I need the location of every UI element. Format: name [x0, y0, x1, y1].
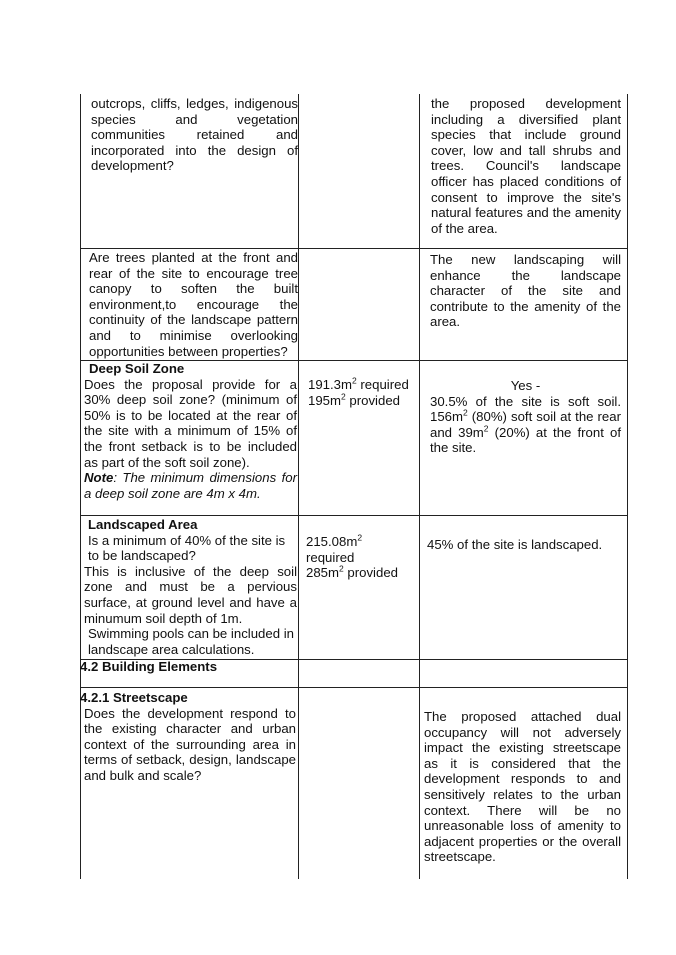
- provided-sup: 2: [341, 391, 346, 402]
- streetscape-criteria: [80, 690, 296, 784]
- note-label: Note: [84, 470, 114, 486]
- row-divider: [80, 687, 628, 688]
- table-right-border: [627, 94, 628, 879]
- streetscape-heading: 4.2.1 Streetscape: [80, 690, 188, 705]
- required-sup: 2: [352, 375, 357, 386]
- streetscape-assessment: [424, 709, 621, 865]
- deep-soil-provided: [308, 393, 418, 409]
- row1-criteria: [91, 96, 298, 174]
- required-suffix: required: [356, 377, 409, 392]
- row2-criteria: [89, 250, 298, 359]
- provided-suffix: provided: [345, 392, 400, 408]
- deep-soil-yes: Yes -: [510, 378, 541, 393]
- building-elements-heading: 4.2 Building Elements: [80, 659, 218, 674]
- table-col-divider-2: [419, 94, 420, 879]
- la-value: 215.08m: [306, 534, 358, 549]
- landscaped-area-requirement: [306, 534, 416, 581]
- deep-soil-criteria: [84, 361, 297, 501]
- deep-soil-assessment: [430, 378, 621, 456]
- landscaped-area-assessment: [427, 537, 621, 553]
- landscaped-area-pools: Swimming pools can be included in landscape area calculations.: [88, 626, 294, 657]
- building-elements-row: [80, 659, 295, 675]
- landscaped-provided: [306, 565, 416, 581]
- table-col-divider-1: [298, 94, 299, 879]
- streetscape-result: The proposed attached dual occupancy will not adversely impact the existing streetscape as it is considered that the development responds to and sensitively relates to the urban context. There will be no unreasonable loss of amenity to adjacent properties or the overall streetscape.: [424, 709, 621, 865]
- provided-value: 195m: [308, 392, 341, 408]
- row1-assessment: [431, 96, 621, 236]
- row2-criteria-text: Are trees planted at the front and rear of the site to encourage tree canopy to soften the built environment,to encourage the continuity of the landscape pattern and to minimise overlooking opportunities between properties?: [89, 250, 298, 359]
- row1-assessment-text: the proposed development including a diversified plant species that include ground cover, low and tall shrubs and trees. Council's landscape officer has placed conditions of consent to improve the site's natural features and the amenity of the area.: [431, 96, 621, 236]
- landscaped-area-inclusive: This is inclusive of the deep soil zone and must be a pervious surface, at ground level and have a minumum soil depth of 1m.: [84, 563, 297, 626]
- required-value: 191.3m: [308, 377, 352, 392]
- deep-soil-heading: Deep Soil Zone: [89, 361, 185, 376]
- streetscape-question: Does the development respond to the existing character and urban context of the surrounding area in terms of setback, design, landscape and bulk and scale?: [84, 705, 296, 783]
- lp-suffix: provided: [343, 565, 398, 581]
- lp-value: 285m: [306, 565, 339, 581]
- lp-sup: 2: [339, 563, 344, 574]
- landscaped-area-heading: Landscaped Area: [88, 517, 198, 532]
- deep-soil-requirement: [308, 377, 418, 408]
- note-text: : The minimum dimensions for a deep soil zone are 4m x 4m.: [84, 470, 297, 501]
- detail-part1: 30.5% of the site is soft soil. 156m: [430, 393, 621, 425]
- row1-criteria-text: outcrops, cliffs, ledges, indigenous species and vegetation communities retained and incorporated into the design of development?: [91, 96, 298, 174]
- detail-part3: (20%) at the front of the site.: [430, 424, 621, 456]
- detail-sup1: 2: [463, 407, 468, 418]
- landscaped-area-question: Is a minimum of 40% of the site is to be landscaped?: [88, 532, 286, 564]
- deep-soil-note: [84, 470, 297, 501]
- landscaped-required-value: [306, 534, 416, 550]
- la-sup: 2: [357, 532, 363, 543]
- detail-part2: (80%) soft soil at the rear and 39m: [430, 409, 621, 440]
- landscaped-area-criteria: [84, 517, 297, 657]
- deep-soil-question: Does the proposal provide for a 30% deep soil zone? (minimum of 50% is to be located at the rear of the site with a minimum of 15% of the front setback is to be included as part of the soft soil zone).: [84, 376, 297, 470]
- detail-sup2: 2: [483, 423, 489, 434]
- row2-assessment-text: The new landscaping will enhance the landscape character of the site and contribute to the amenity of the area.: [430, 252, 621, 330]
- row-divider: [80, 515, 628, 516]
- landscaped-area-result: 45% of the site is landscaped.: [427, 537, 603, 552]
- deep-soil-detail: [430, 394, 621, 456]
- landscaped-required-label: required: [306, 549, 355, 565]
- row2-assessment: [430, 252, 621, 330]
- deep-soil-required: [308, 377, 418, 393]
- row-divider: [80, 248, 628, 249]
